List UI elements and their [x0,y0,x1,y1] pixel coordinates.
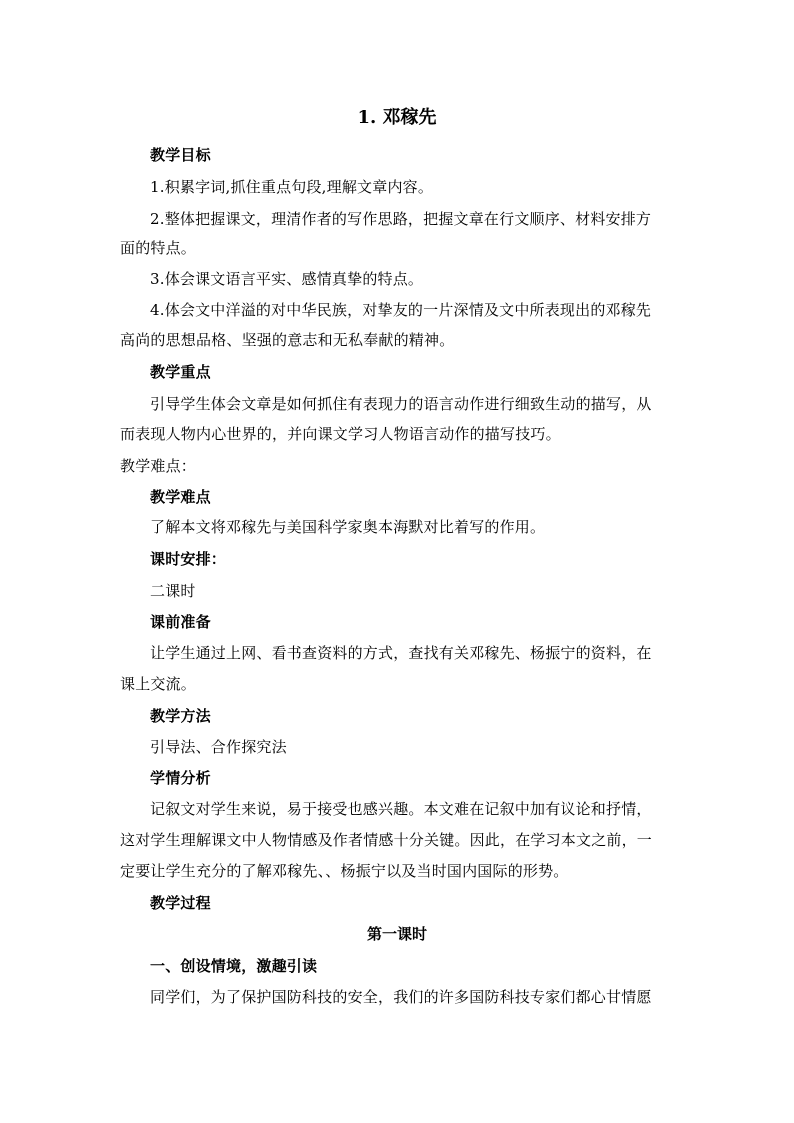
difficulty-text: 了解本文将邓稼先与美国科学家奥本海默对比着写的作用。 [150,518,546,536]
prep-line-1: 让学生通过上网、看书查资料的方式，查找有关邓稼先、杨振宁的资料，在 [150,644,652,662]
key-points-line-2: 而表现人物内心世界的，并向课文学习人物语言动作的描写技巧。 [120,425,561,443]
goal-2-line-2: 面的特点。 [120,239,197,257]
difficulty-label: 教学难点： [120,457,197,475]
step-1-line-1: 同学们，为了保护国防科技的安全，我们的许多国防科技专家们都心甘情愿 [150,988,652,1006]
analysis-line-2: 这对学生理解课文中人物情感及作者情感十分关键。因此，在学习本文之前，一 [120,831,653,849]
method-heading: 教学方法 [150,707,211,725]
goal-4-line-1: 4.体会文中洋溢的对中华民族，对挚友的一片深情及文中所表现出的邓稼先 [150,301,652,319]
goal-2-line-1: 2.整体把握课文，理清作者的写作思路，把握文章在行文顺序、材料安排方 [150,210,652,228]
goal-1: 1.积累字词,抓住重点句段,理解文章内容。 [150,178,434,196]
page-title: 1. 邓稼先 [357,107,437,128]
prep-heading: 课前准备 [150,613,211,631]
key-points-line-1: 引导学生体会文章是如何抓住有表现力的语言动作进行细致生动的描写，从 [150,395,652,413]
key-points-heading: 教学重点 [150,363,211,381]
schedule-text: 二课时 [150,582,196,600]
analysis-line-1: 记叙文对学生来说，易于接受也感兴趣。本文难在记叙中加有议论和抒情， [150,800,652,818]
goal-4-line-2: 高尚的思想品格、坚强的意志和无私奉献的精神。 [120,331,455,349]
lesson-1-heading: 第一课时 [366,925,427,943]
step-1-heading: 一、创设情境，激趣引读 [150,957,318,975]
analysis-line-3: 定要让学生充分的了解邓稼先、、杨振宁以及当时国内国际的形势。 [120,862,569,880]
goals-heading: 教学目标 [150,146,211,164]
method-text: 引导法、合作探究法 [150,738,287,756]
process-heading: 教学过程 [150,894,211,912]
goal-3: 3.体会课文语言平实、感情真挚的特点。 [150,270,424,288]
analysis-heading: 学情分析 [150,769,211,787]
difficulty-heading: 教学难点 [150,488,211,506]
prep-line-2: 课上交流。 [120,675,197,693]
schedule-heading: 课时安排： [150,550,227,568]
